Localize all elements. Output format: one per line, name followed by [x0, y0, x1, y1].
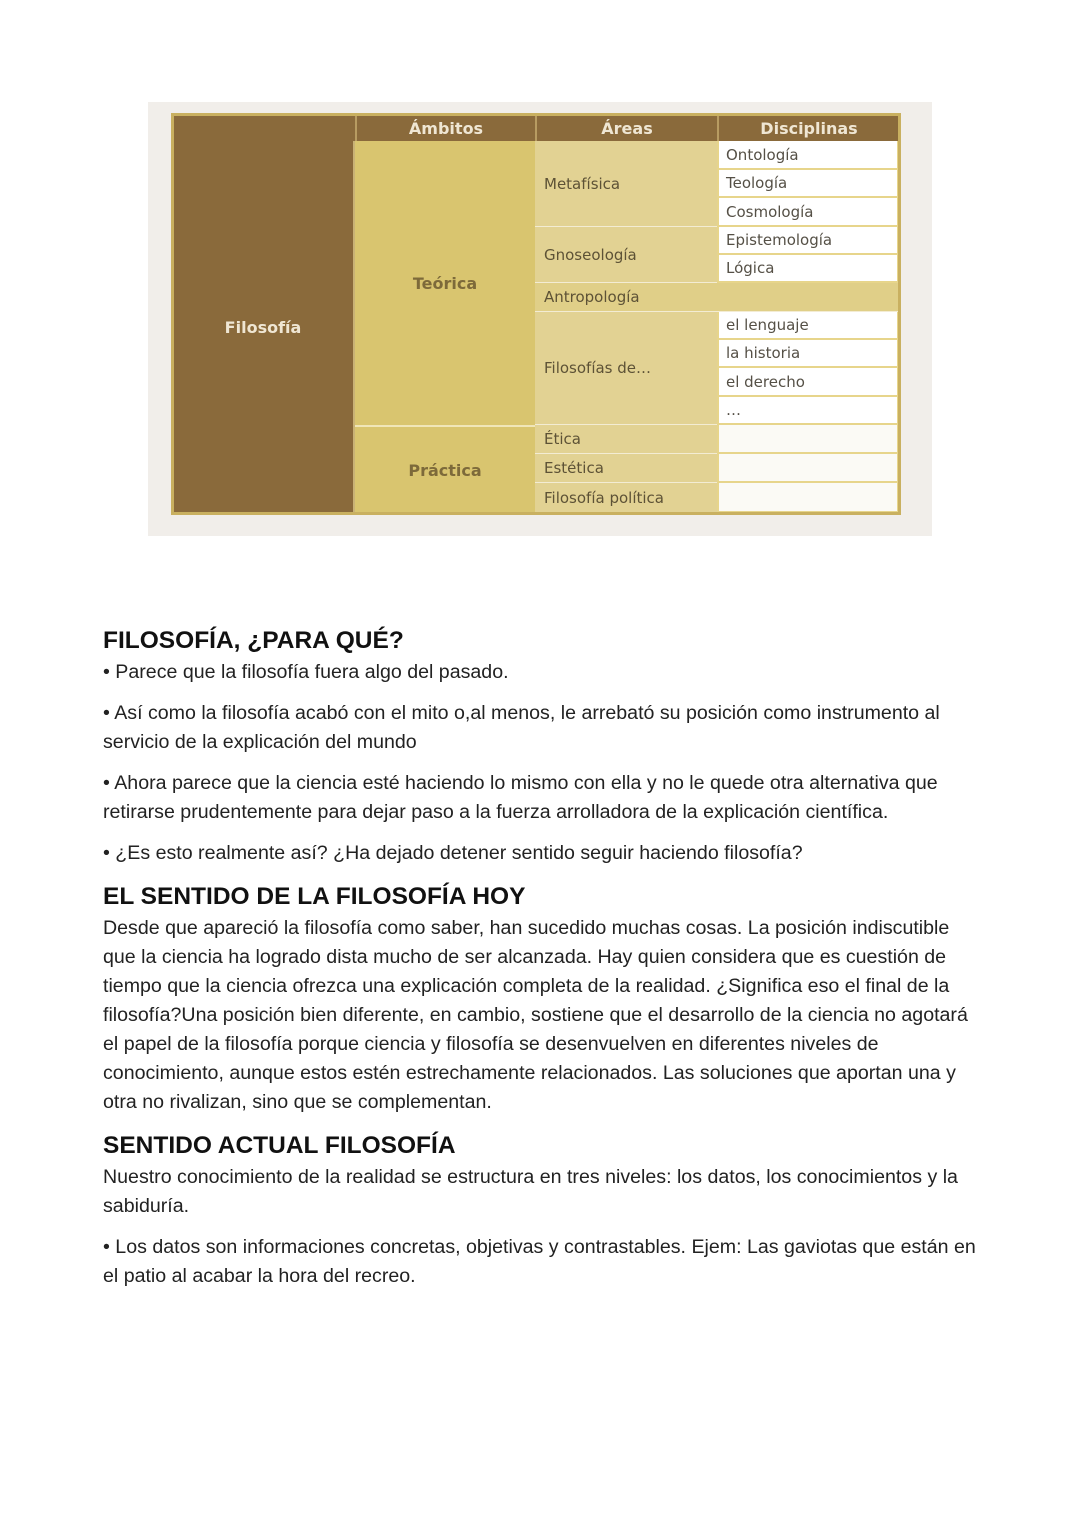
- disc-ontologia: Ontología: [717, 141, 899, 170]
- bullet-1: • Parece que la filosofía fuera algo del pasado.: [103, 661, 509, 683]
- bullet-datos: • Los datos son informaciones concretas, objetivas y contrastables. Ejem: Las gaviotas que están en el patio al acabar la hora del recreo.: [103, 1236, 976, 1287]
- heading-para-que: FILOSOFÍA, ¿PARA QUÉ?: [103, 627, 404, 654]
- disc-logica: Lógica: [717, 255, 899, 283]
- area-antropologia: Antropología: [535, 283, 899, 312]
- heading-sentido-actual: SENTIDO ACTUAL FILOSOFÍA: [103, 1132, 456, 1159]
- area-gnoseologia: Gnoseología: [535, 227, 717, 283]
- area-etica: Ética: [535, 425, 717, 454]
- header-disciplinas: Disciplinas: [717, 115, 899, 141]
- disc-historia: la historia: [717, 340, 899, 368]
- bullet-2: • Así como la filosofía acabó con el mito o,al menos, le arrebató su posición como instrumento al servicio de la explicación del mundo: [103, 702, 940, 753]
- disc-lenguaje: el lenguaje: [717, 312, 899, 340]
- disc-ellipsis: …: [717, 397, 899, 425]
- disc-empty-estetica: [717, 454, 899, 483]
- bullet-3: • Ahora parece que la ciencia esté haciendo lo mismo con ella y no le quede otra alternativa que retirarse prudentemente para dejar paso a la fuerza arrolladora de la explicación científica.: [103, 772, 938, 823]
- disc-derecho: el derecho: [717, 368, 899, 397]
- document-body: [103, 624, 983, 1291]
- bullet-4: • ¿Es esto realmente así? ¿Ha dejado detener sentido seguir haciendo filosofía?: [103, 842, 803, 864]
- area-metafisica: Metafísica: [535, 141, 717, 227]
- table-grid: [173, 115, 899, 513]
- ambito-teorica: Teórica: [355, 141, 535, 425]
- disc-empty-politica: [717, 483, 899, 513]
- philosophy-classification-table: [148, 102, 932, 536]
- paragraph-sentido-actual: Nuestro conocimiento de la realidad se estructura en tres niveles: los datos, los conocimientos y la sabiduría.: [103, 1166, 958, 1217]
- disc-epistemologia: Epistemología: [717, 227, 899, 255]
- area-filosofias-de: Filosofías de…: [535, 312, 717, 425]
- paragraph-sentido-hoy: Desde que apareció la filosofía como saber, han sucedido muchas cosas. La posición indiscutible que la ciencia ha logrado dista mucho de ser alcanzada. Hay quien considera que es cuestión de tiempo que la ciencia ofrezca una explicación completa de la realidad. ¿Significa eso el final de la filosofía?Una posición bien diferente, en cambio, sostiene que el desarrollo de la ciencia no agotará el papel de la filosofía porque ciencia y filosofía se desenvuelven en diferentes niveles de conocimiento, aunque estos estén estrechamente relacionados. Las soluciones que aportan una y otra no rivalizan, sino que se complementan.: [103, 917, 968, 1113]
- disc-cosmologia: Cosmología: [717, 198, 899, 227]
- disc-teologia: Teología: [717, 170, 899, 198]
- root-filosofia: Filosofía: [173, 141, 355, 513]
- area-filosofia-politica: Filosofía política: [535, 483, 717, 513]
- heading-sentido-hoy: EL SENTIDO DE LA FILOSOFÍA HOY: [103, 883, 526, 910]
- area-estetica: Estética: [535, 454, 717, 483]
- header-areas: Áreas: [535, 115, 717, 141]
- ambito-practica: Práctica: [355, 425, 535, 513]
- header-ambitos: Ámbitos: [355, 115, 535, 141]
- disc-empty-etica: [717, 425, 899, 454]
- header-blank: [173, 115, 355, 141]
